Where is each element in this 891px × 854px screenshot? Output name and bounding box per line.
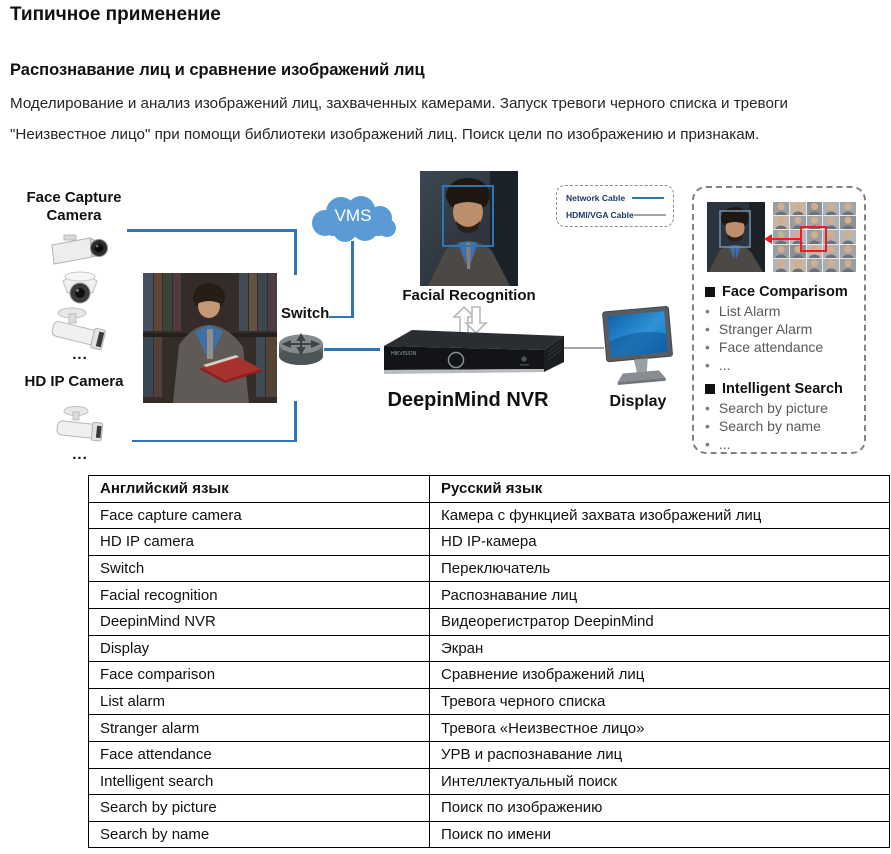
network-cable-sample-line bbox=[632, 197, 664, 199]
table-row bbox=[89, 768, 890, 795]
face-attendance-item: Face attendance bbox=[718, 339, 824, 355]
vms-label: VMS bbox=[334, 206, 372, 225]
hdmi-cable-wire bbox=[564, 347, 604, 349]
cell-en: Stranger alarm bbox=[89, 715, 430, 742]
dot-bullet-icon: • bbox=[705, 357, 710, 373]
paragraph-line-2: "Неизвестное лицо" при помощи библиотеки изображений лиц. Поиск цели по изображению и признакам. bbox=[10, 126, 760, 143]
dot-bullet-icon: • bbox=[705, 339, 710, 355]
nvr-image bbox=[378, 320, 568, 383]
hdmi-vga-cable-label: HDMI/VGA Cable bbox=[566, 210, 634, 220]
list-item bbox=[705, 399, 859, 417]
cell-ru: УРВ и распознавание лиц bbox=[430, 741, 890, 768]
list-item bbox=[705, 417, 859, 435]
face-comparison-heading bbox=[705, 282, 859, 302]
table-row bbox=[89, 741, 890, 768]
network-cable-wire-top-drop bbox=[294, 229, 297, 275]
features-list bbox=[705, 280, 859, 453]
switch-nvr-cable-wire bbox=[324, 348, 380, 351]
cell-en: Face attendance bbox=[89, 741, 430, 768]
nvr-label: DeepinMind NVR bbox=[387, 389, 549, 411]
portrait-photo bbox=[707, 202, 765, 277]
search-by-picture-item: Search by picture bbox=[718, 400, 828, 416]
legend-hdmi-cable bbox=[566, 210, 664, 220]
face-capture-camera-label: Face Capture Camera bbox=[26, 189, 122, 224]
cell-en: Face capture camera bbox=[89, 502, 430, 529]
table-row bbox=[89, 529, 890, 556]
cell-en: Face comparison bbox=[89, 662, 430, 689]
reading-man-photo bbox=[143, 273, 277, 408]
table-header-en: Английский язык bbox=[89, 476, 430, 503]
table-header-ru: Русский язык bbox=[430, 476, 890, 503]
cell-en: Search by name bbox=[89, 821, 430, 848]
hd-ip-bullet-camera-icon bbox=[52, 404, 110, 451]
cell-ru: Экран bbox=[430, 635, 890, 662]
page-title: Типичное применение bbox=[10, 4, 221, 25]
cell-en: Facial recognition bbox=[89, 582, 430, 609]
cell-ru: Распознавание лиц bbox=[430, 582, 890, 609]
ellipsis-item: ... bbox=[718, 436, 731, 452]
square-bullet-icon bbox=[705, 384, 715, 394]
facial-recognition-label: Facial Recognition bbox=[402, 287, 536, 304]
cell-ru: Поиск по изображению bbox=[430, 795, 890, 822]
table-row bbox=[89, 582, 890, 609]
cell-en: List alarm bbox=[89, 688, 430, 715]
list-item bbox=[705, 435, 859, 453]
table-row bbox=[89, 715, 890, 742]
ellipsis-item: ... bbox=[718, 357, 731, 373]
matched-face-box bbox=[800, 226, 827, 252]
search-by-name-item: Search by name bbox=[718, 418, 821, 434]
network-cable-wire-top bbox=[127, 229, 296, 232]
cell-ru: HD IP-камера bbox=[430, 529, 890, 556]
match-connector-arrowhead bbox=[764, 234, 772, 244]
display-icon bbox=[597, 303, 680, 398]
cell-ru: Тревога «Неизвестное лицо» bbox=[430, 715, 890, 742]
list-item bbox=[705, 302, 859, 320]
switch-icon bbox=[276, 330, 326, 375]
table-row bbox=[89, 502, 890, 529]
table-row bbox=[89, 688, 890, 715]
legend-network-cable bbox=[566, 193, 664, 203]
section-heading: Распознавание лиц и сравнение изображений лиц bbox=[10, 61, 425, 79]
cell-en: Search by picture bbox=[89, 795, 430, 822]
nvr-logo: HIKVISION bbox=[391, 351, 417, 357]
vms-cloud bbox=[303, 192, 403, 249]
facial-recognition-photo bbox=[420, 171, 518, 291]
translation-table bbox=[88, 475, 890, 848]
dot-bullet-icon: • bbox=[705, 418, 710, 434]
dot-bullet-icon: • bbox=[705, 303, 710, 319]
table-row bbox=[89, 821, 890, 848]
list-alarm-item: List Alarm bbox=[718, 303, 781, 319]
cell-ru: Видеорегистратор DeepinMind bbox=[430, 608, 890, 635]
cell-en: Display bbox=[89, 635, 430, 662]
cell-en: HD IP camera bbox=[89, 529, 430, 556]
square-bullet-icon bbox=[705, 287, 715, 297]
cell-ru: Сравнение изображений лиц bbox=[430, 662, 890, 689]
dot-bullet-icon: • bbox=[705, 321, 710, 337]
intelligent-search-heading-label: Intelligent Search bbox=[722, 381, 843, 397]
cell-ru: Камера с функцией захвата изображений лиц bbox=[430, 502, 890, 529]
more-cameras-ellipsis: ... bbox=[72, 346, 88, 363]
cell-ru: Поиск по имени bbox=[430, 821, 890, 848]
table-row bbox=[89, 662, 890, 689]
table-row bbox=[89, 608, 890, 635]
more-hd-cameras-ellipsis: ... bbox=[72, 446, 88, 463]
list-item bbox=[705, 320, 859, 338]
display-label: Display bbox=[609, 393, 667, 410]
cell-ru: Тревога черного списка bbox=[430, 688, 890, 715]
table-row bbox=[89, 635, 890, 662]
hd-ip-camera-label: HD IP Camera bbox=[24, 373, 124, 390]
stranger-alarm-item: Stranger Alarm bbox=[718, 321, 813, 337]
paragraph-line-1: Моделирование и анализ изображений лиц, захваченных камерами. Запуск тревоги черного списка и тревоги bbox=[10, 95, 788, 112]
cell-ru: Интеллектуальный поиск bbox=[430, 768, 890, 795]
cell-en: Switch bbox=[89, 555, 430, 582]
network-cable-label: Network Cable bbox=[566, 193, 626, 203]
cell-ru: Переключатель bbox=[430, 555, 890, 582]
table-row bbox=[89, 555, 890, 582]
cable-legend bbox=[556, 185, 674, 227]
match-connector-line bbox=[772, 238, 800, 240]
switch-label: Switch bbox=[281, 305, 330, 322]
box-camera-icon bbox=[48, 232, 110, 273]
list-item bbox=[705, 356, 859, 374]
vms-cable-wire-horizontal bbox=[329, 316, 353, 319]
section-paragraph bbox=[10, 88, 882, 150]
list-item bbox=[705, 338, 859, 356]
table-row bbox=[89, 795, 890, 822]
cell-en: Intelligent search bbox=[89, 768, 430, 795]
dot-bullet-icon: • bbox=[705, 400, 710, 416]
intelligent-search-heading bbox=[705, 379, 859, 399]
face-comparison-heading-label: Face Comparisom bbox=[722, 284, 848, 300]
network-cable-wire-bottom-rise bbox=[294, 401, 297, 442]
cell-en: DeepinMind NVR bbox=[89, 608, 430, 635]
network-cable-wire-bottom bbox=[132, 440, 297, 443]
dot-bullet-icon: • bbox=[705, 436, 710, 452]
table-header-row bbox=[89, 476, 890, 503]
hdmi-cable-sample-line bbox=[634, 214, 666, 216]
vms-cable-wire-vertical bbox=[351, 241, 354, 318]
